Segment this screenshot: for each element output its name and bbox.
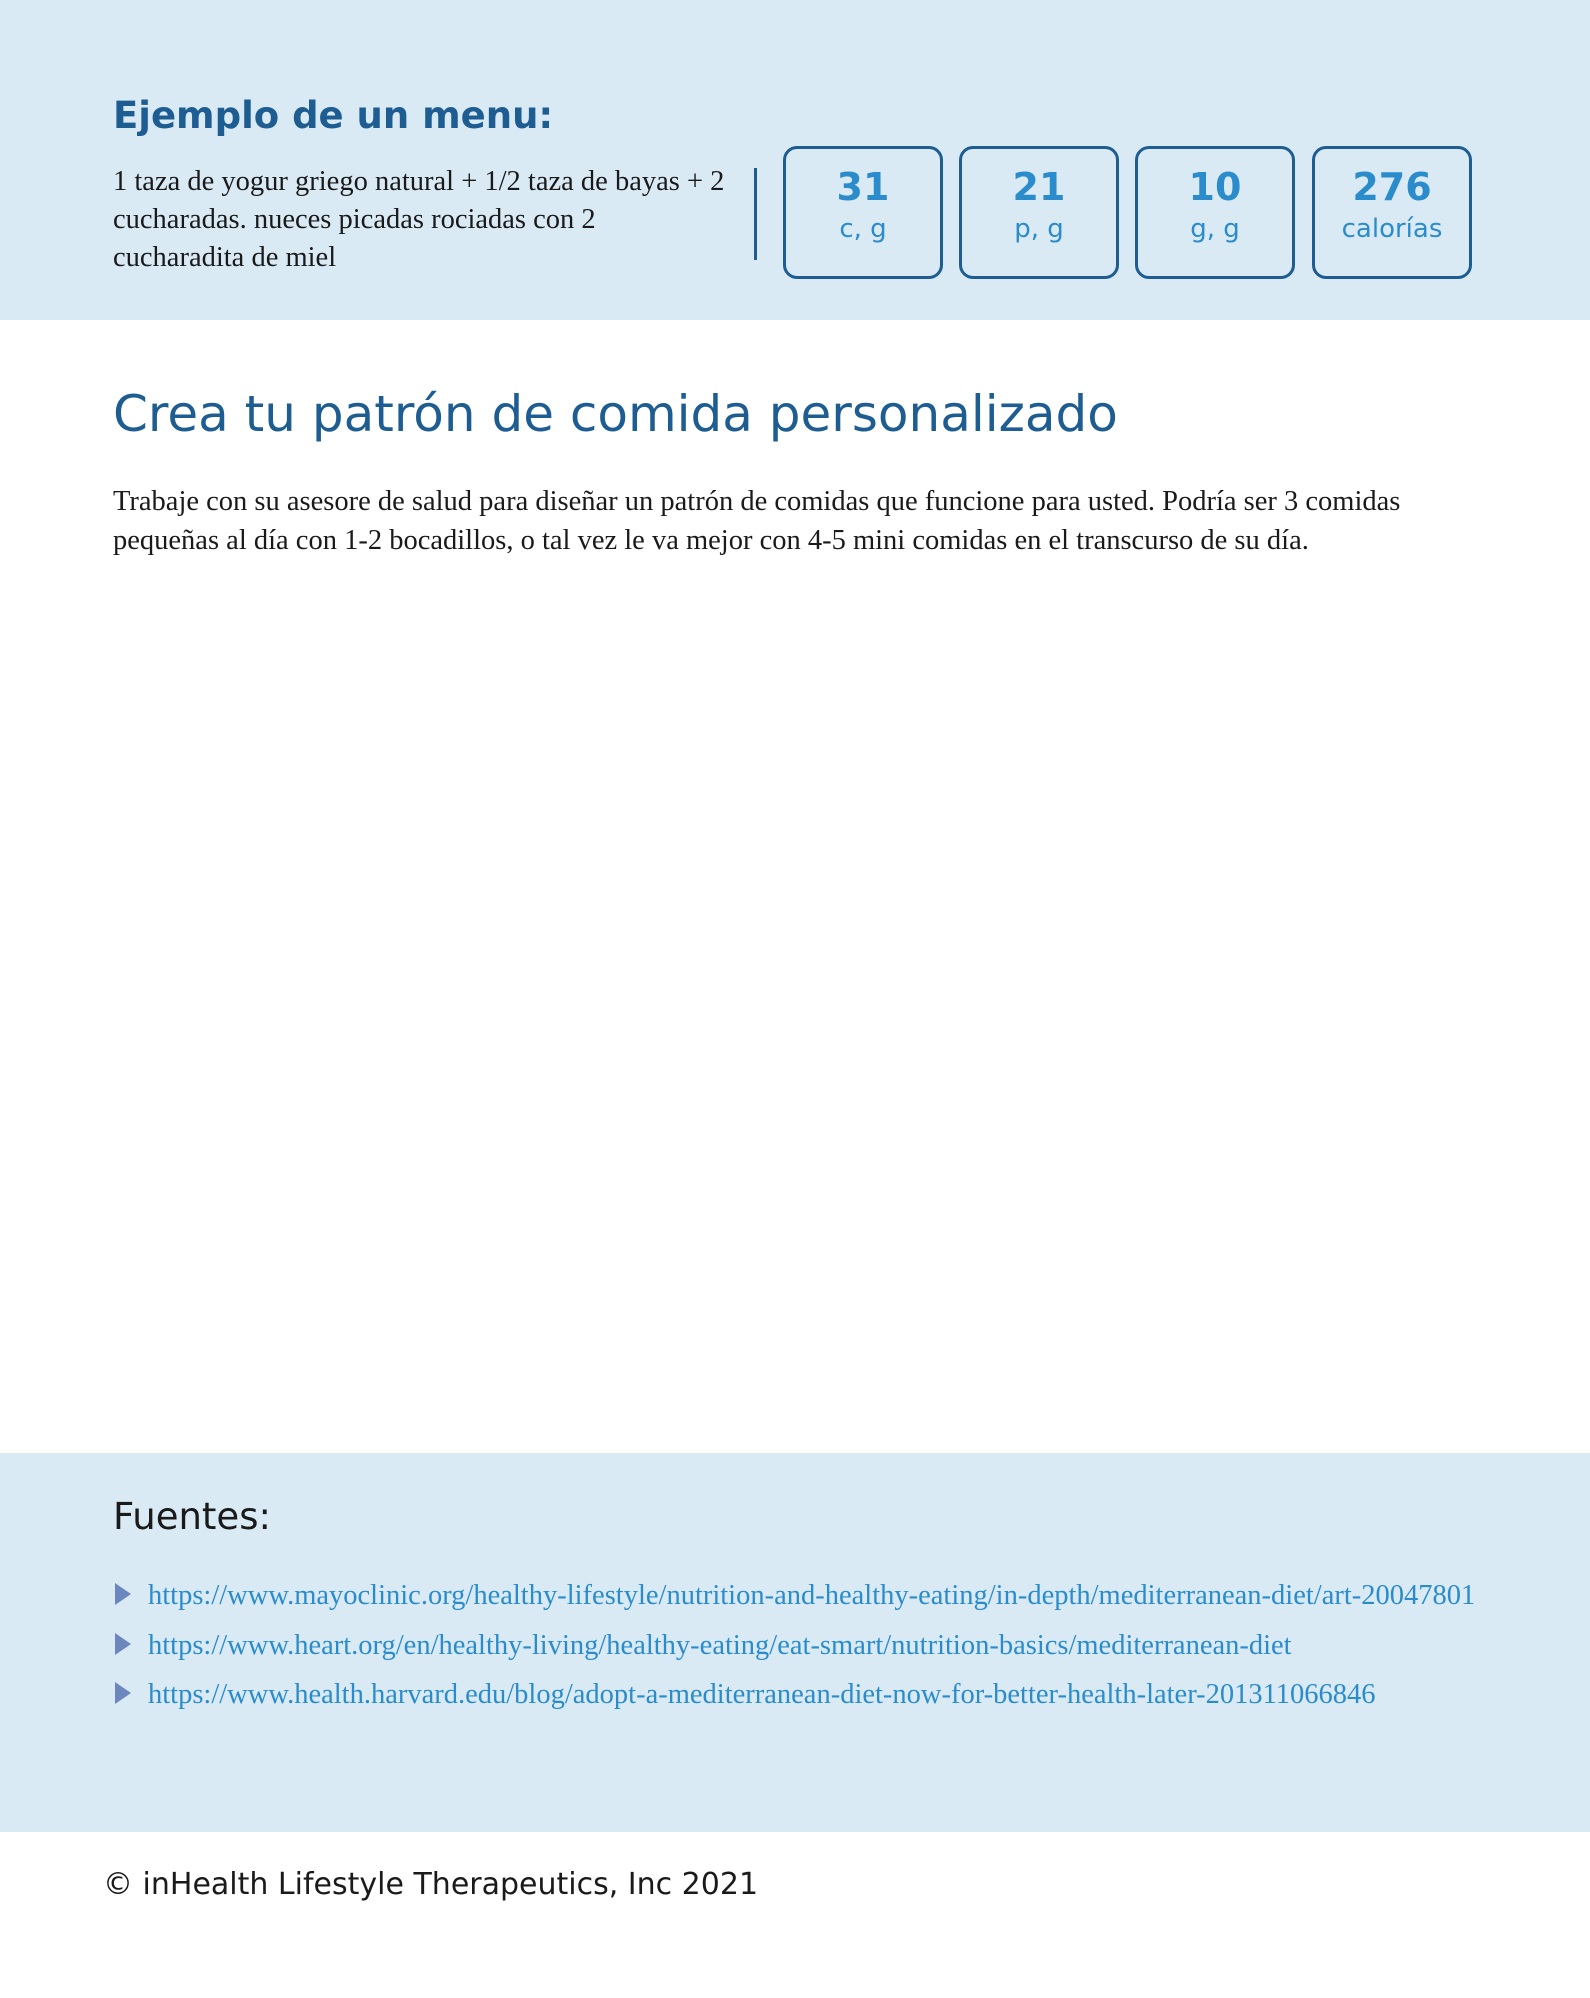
list-item <box>113 1577 1493 1616</box>
stat-label: c, g <box>839 214 887 244</box>
source-link-mayoclinic[interactable]: https://www.mayoclinic.org/healthy-lifestyle/nutrition-and-healthy-eating/in-depth/mediterranean-diet/art-20047801 <box>148 1580 1476 1611</box>
stat-protein <box>959 146 1119 279</box>
stat-fat <box>1135 146 1295 279</box>
vertical-divider <box>754 168 757 260</box>
stat-value: 31 <box>836 165 890 209</box>
triangle-bullet-icon <box>115 1583 131 1605</box>
stat-value: 21 <box>1012 165 1066 209</box>
list-item <box>113 1627 1493 1666</box>
stat-value: 10 <box>1188 165 1242 209</box>
triangle-bullet-icon <box>115 1682 131 1704</box>
section-body: Trabaje con su asesore de salud para diseñar un patrón de comidas que funcione para usted. Podría ser 3 comidas pequeñas al día con 1-2 bocadillos, o tal vez le va mejor con 4-5 mini comidas en el transcurso de su día. <box>113 486 1401 556</box>
source-link-heart[interactable]: https://www.heart.org/en/healthy-living/healthy-eating/eat-smart/nutrition-basics/mediterranean-diet <box>148 1629 1292 1661</box>
menu-example-title: Ejemplo de un menu: <box>113 94 554 137</box>
stat-label: p, g <box>1014 214 1064 244</box>
copyright-notice: © inHealth Lifestyle Therapeutics, Inc 2021 <box>103 1867 759 1902</box>
stat-value: 276 <box>1352 165 1432 209</box>
menu-example-description: 1 taza de yogur griego natural + 1/2 taza de bayas + 2 cucharadas. nueces picadas rociadas con 2 cucharadita de miel <box>113 166 725 273</box>
stat-label: calorías <box>1341 214 1443 244</box>
stat-label: g, g <box>1190 214 1240 244</box>
sources-title: Fuentes: <box>113 1495 271 1538</box>
section-title: Crea tu patrón de comida personalizado <box>113 385 1118 443</box>
triangle-bullet-icon <box>115 1633 131 1655</box>
source-link-harvard[interactable]: https://www.health.harvard.edu/blog/adopt-a-mediterranean-diet-now-for-better-health-later-201311066846 <box>148 1679 1376 1710</box>
stat-carbs <box>783 146 943 279</box>
list-item <box>113 1676 1493 1715</box>
stat-calories <box>1312 146 1472 279</box>
sources-list <box>113 1577 1493 1726</box>
